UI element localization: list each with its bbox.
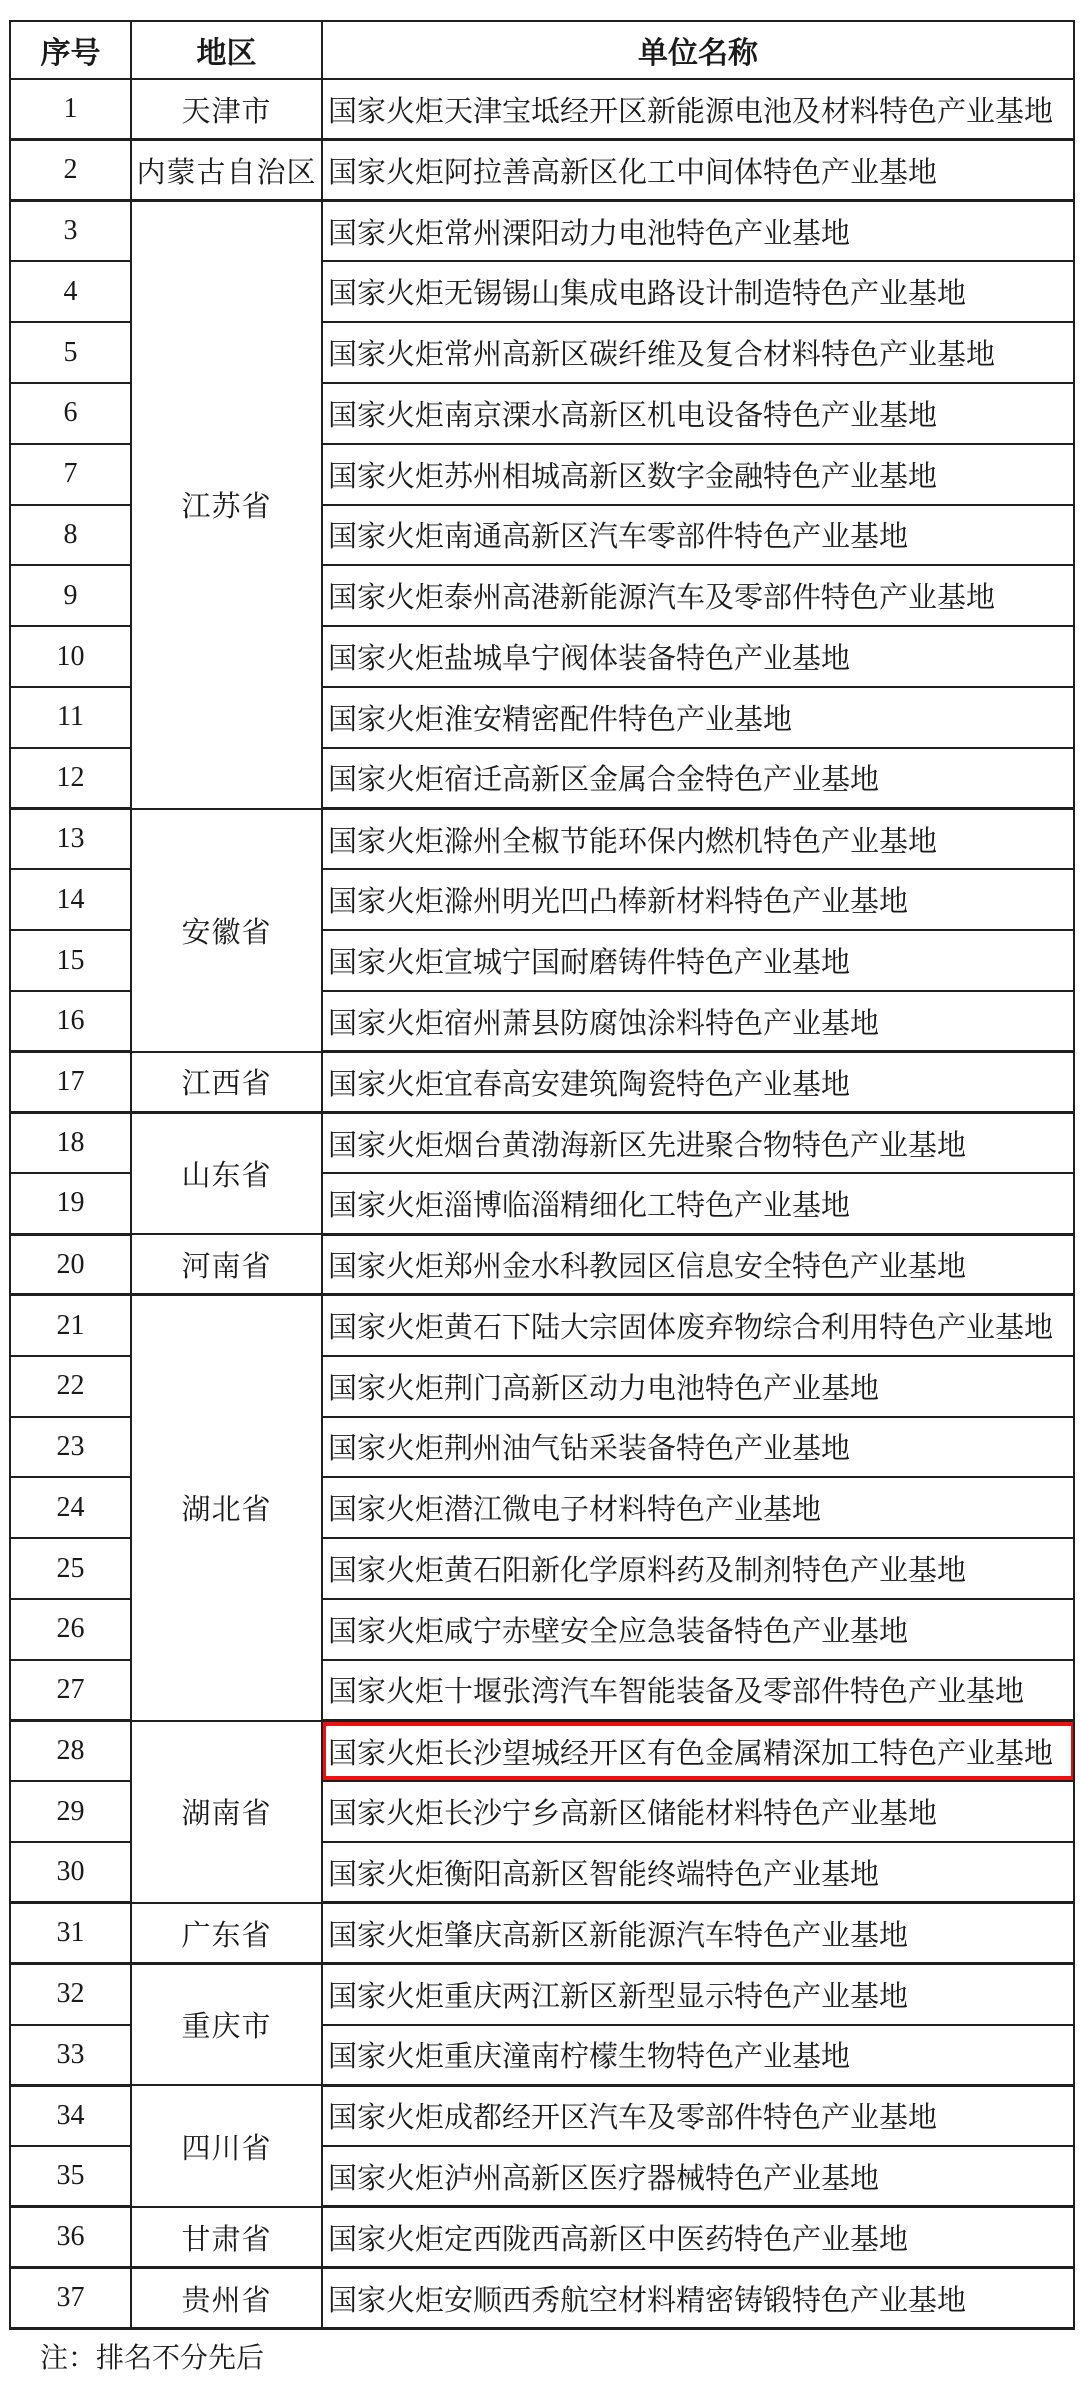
- table-row: [10, 140, 1074, 201]
- region-cell: 重庆市: [131, 1964, 322, 2086]
- unit-name-cell: 国家火炬定西陇西高新区中医药特色产业基地: [322, 2207, 1074, 2268]
- unit-name-cell: 国家火炬南通高新区汽车零部件特色产业基地: [322, 505, 1074, 566]
- region-cell: 贵州省: [131, 2268, 322, 2329]
- table-row: [10, 1052, 1074, 1113]
- serial-cell: 8: [10, 505, 131, 566]
- unit-name-cell: 国家火炬十堰张湾汽车智能装备及零部件特色产业基地: [322, 1660, 1074, 1721]
- unit-name-cell: 国家火炬宜春高安建筑陶瓷特色产业基地: [322, 1052, 1074, 1113]
- footnote: 注：排名不分先后: [40, 2343, 265, 2374]
- industry-base-table: [9, 20, 1075, 2330]
- table-row: [10, 79, 1074, 140]
- serial-cell: 27: [10, 1660, 131, 1721]
- serial-cell: 34: [10, 2085, 131, 2146]
- unit-name-cell: 国家火炬宣城宁国耐磨铸件特色产业基地: [322, 930, 1074, 991]
- serial-cell: 29: [10, 1781, 131, 1842]
- region-cell: 江苏省: [131, 201, 322, 809]
- unit-name-cell: 国家火炬长沙望城经开区有色金属精深加工特色产业基地: [322, 1721, 1074, 1782]
- header-unit-name: 单位名称: [322, 21, 1074, 79]
- unit-name-cell: 国家火炬长沙宁乡高新区储能材料特色产业基地: [322, 1781, 1074, 1842]
- unit-name-cell: 国家火炬黄石阳新化学原料药及制剂特色产业基地: [322, 1538, 1074, 1599]
- unit-name-cell: 国家火炬阿拉善高新区化工中间体特色产业基地: [322, 140, 1074, 201]
- header-row: [10, 21, 1074, 79]
- region-cell: 天津市: [131, 79, 322, 140]
- serial-cell: 3: [10, 201, 131, 262]
- table-row: [10, 809, 1074, 870]
- header-region: 地区: [131, 21, 322, 79]
- serial-cell: 35: [10, 2146, 131, 2207]
- region-cell: 安徽省: [131, 809, 322, 1052]
- table-row: [10, 1113, 1074, 1174]
- unit-name-cell: 国家火炬无锡锡山集成电路设计制造特色产业基地: [322, 261, 1074, 322]
- region-cell: 山东省: [131, 1113, 322, 1235]
- region-cell: 广东省: [131, 1903, 322, 1964]
- unit-name-cell: 国家火炬苏州相城高新区数字金融特色产业基地: [322, 444, 1074, 505]
- unit-name-cell: 国家火炬烟台黄渤海新区先进聚合物特色产业基地: [322, 1113, 1074, 1174]
- serial-cell: 6: [10, 383, 131, 444]
- region-cell: 甘肃省: [131, 2207, 322, 2268]
- serial-cell: 19: [10, 1173, 131, 1234]
- serial-cell: 11: [10, 687, 131, 748]
- serial-cell: 36: [10, 2207, 131, 2268]
- serial-cell: 14: [10, 869, 131, 930]
- serial-cell: 24: [10, 1477, 131, 1538]
- unit-name-cell: 国家火炬荆州油气钻采装备特色产业基地: [322, 1417, 1074, 1478]
- serial-cell: 32: [10, 1964, 131, 2025]
- table-row: [10, 1903, 1074, 1964]
- unit-name-cell: 国家火炬宿迁高新区金属合金特色产业基地: [322, 748, 1074, 809]
- serial-cell: 9: [10, 565, 131, 626]
- serial-cell: 30: [10, 1842, 131, 1903]
- serial-cell: 7: [10, 444, 131, 505]
- table-row: [10, 1964, 1074, 2025]
- unit-name-cell: 国家火炬郑州金水科教园区信息安全特色产业基地: [322, 1234, 1074, 1295]
- serial-cell: 33: [10, 2025, 131, 2086]
- serial-cell: 26: [10, 1599, 131, 1660]
- unit-name-cell: 国家火炬泰州高港新能源汽车及零部件特色产业基地: [322, 565, 1074, 626]
- serial-cell: 1: [10, 79, 131, 140]
- region-cell: 湖南省: [131, 1721, 322, 1903]
- table-row: [10, 2268, 1074, 2329]
- region-cell: 江西省: [131, 1052, 322, 1113]
- serial-cell: 23: [10, 1417, 131, 1478]
- region-cell: 河南省: [131, 1234, 322, 1295]
- unit-name-cell: 国家火炬黄石下陆大宗固体废弃物综合利用特色产业基地: [322, 1295, 1074, 1356]
- table-row: [10, 1234, 1074, 1295]
- unit-name-cell: 国家火炬重庆两江新区新型显示特色产业基地: [322, 1964, 1074, 2025]
- serial-cell: 5: [10, 322, 131, 383]
- unit-name-cell: 国家火炬常州溧阳动力电池特色产业基地: [322, 201, 1074, 262]
- unit-name-cell: 国家火炬成都经开区汽车及零部件特色产业基地: [322, 2085, 1074, 2146]
- serial-cell: 2: [10, 140, 131, 201]
- unit-name-cell: 国家火炬盐城阜宁阀体装备特色产业基地: [322, 626, 1074, 687]
- unit-name-cell: 国家火炬滁州全椒节能环保内燃机特色产业基地: [322, 809, 1074, 870]
- serial-cell: 22: [10, 1356, 131, 1417]
- table-row: [10, 1295, 1074, 1356]
- unit-name-cell: 国家火炬宿州萧县防腐蚀涂料特色产业基地: [322, 991, 1074, 1052]
- region-cell: 四川省: [131, 2085, 322, 2207]
- region-cell: 湖北省: [131, 1295, 322, 1721]
- serial-cell: 37: [10, 2268, 131, 2329]
- unit-name-cell: 国家火炬常州高新区碳纤维及复合材料特色产业基地: [322, 322, 1074, 383]
- serial-cell: 20: [10, 1234, 131, 1295]
- serial-cell: 17: [10, 1052, 131, 1113]
- serial-cell: 25: [10, 1538, 131, 1599]
- header-serial: 序号: [10, 21, 131, 79]
- serial-cell: 12: [10, 748, 131, 809]
- serial-cell: 15: [10, 930, 131, 991]
- serial-cell: 21: [10, 1295, 131, 1356]
- unit-name-cell: 国家火炬荆门高新区动力电池特色产业基地: [322, 1356, 1074, 1417]
- region-cell: 内蒙古自治区: [131, 140, 322, 201]
- table-row: [10, 2085, 1074, 2146]
- unit-name-cell: 国家火炬潜江微电子材料特色产业基地: [322, 1477, 1074, 1538]
- serial-cell: 10: [10, 626, 131, 687]
- unit-name-cell: 国家火炬咸宁赤壁安全应急装备特色产业基地: [322, 1599, 1074, 1660]
- highlight-box: [322, 1721, 1074, 1782]
- unit-name-cell: 国家火炬淮安精密配件特色产业基地: [322, 687, 1074, 748]
- unit-name-cell: 国家火炬泸州高新区医疗器械特色产业基地: [322, 2146, 1074, 2207]
- unit-name-cell: 国家火炬淄博临淄精细化工特色产业基地: [322, 1173, 1074, 1234]
- unit-name-cell: 国家火炬衡阳高新区智能终端特色产业基地: [322, 1842, 1074, 1903]
- table-row: [10, 2207, 1074, 2268]
- serial-cell: 31: [10, 1903, 131, 1964]
- unit-name-cell: 国家火炬肇庆高新区新能源汽车特色产业基地: [322, 1903, 1074, 1964]
- table-row: [10, 1721, 1074, 1782]
- unit-name-cell: 国家火炬天津宝坻经开区新能源电池及材料特色产业基地: [322, 79, 1074, 140]
- unit-name-cell: 国家火炬重庆潼南柠檬生物特色产业基地: [322, 2025, 1074, 2086]
- unit-name-cell: 国家火炬安顺西秀航空材料精密铸锻特色产业基地: [322, 2268, 1074, 2329]
- serial-cell: 18: [10, 1113, 131, 1174]
- serial-cell: 28: [10, 1721, 131, 1782]
- unit-name-cell: 国家火炬滁州明光凹凸棒新材料特色产业基地: [322, 869, 1074, 930]
- serial-cell: 13: [10, 809, 131, 870]
- table-row: [10, 201, 1074, 262]
- table-body: [10, 79, 1074, 2328]
- serial-cell: 4: [10, 261, 131, 322]
- unit-name-cell: 国家火炬南京溧水高新区机电设备特色产业基地: [322, 383, 1074, 444]
- serial-cell: 16: [10, 991, 131, 1052]
